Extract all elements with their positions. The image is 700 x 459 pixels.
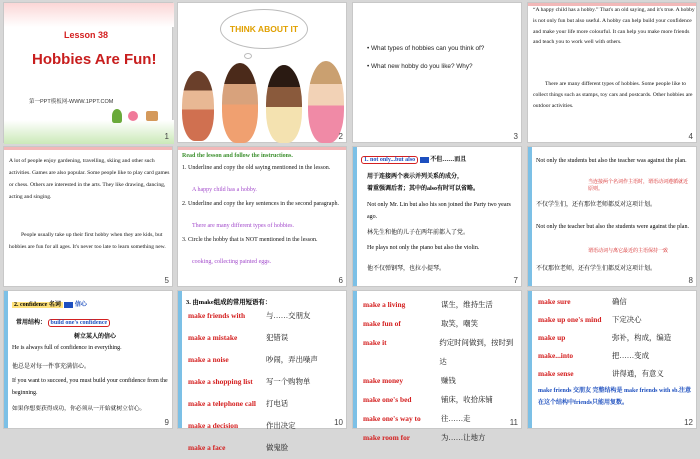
answer-2: There are many different types of hobbies. bbox=[192, 223, 295, 229]
child-4-icon bbox=[308, 61, 344, 143]
phrase-row: make...into 把……变成 bbox=[538, 351, 649, 360]
slide-5[interactable] bbox=[3, 146, 173, 287]
side-bar bbox=[353, 291, 357, 428]
slide-number: 4 bbox=[688, 132, 693, 141]
phrase-list bbox=[538, 293, 694, 383]
answer-3: cooking, collecting painted eggs. bbox=[192, 259, 272, 265]
topic-phrase: 1. not only...but also bbox=[361, 156, 418, 164]
phrase-row: make a noise 吵闹，弄出噪声 bbox=[188, 355, 318, 364]
top-wave bbox=[4, 3, 174, 27]
slide-8[interactable] bbox=[527, 146, 697, 287]
topic-row bbox=[361, 154, 466, 164]
footnote: make friends 交朋友 完整结构是 make friends with sb.注意在这个结构中friends只能用复数。 bbox=[538, 388, 692, 406]
slide-1[interactable] bbox=[3, 2, 173, 143]
note-2: 谓语动词与离它最近的主语保持一致 bbox=[588, 249, 669, 254]
phrase-row: make friends with 与……交朋友 bbox=[188, 311, 311, 320]
top-bar bbox=[178, 147, 346, 150]
slide-7[interactable] bbox=[352, 146, 522, 287]
slide-number: 11 bbox=[509, 418, 518, 427]
phrase-list bbox=[188, 305, 344, 437]
instructions-heading: Read the lesson and follow the instructions. bbox=[182, 153, 293, 159]
example-1: Not only Mr. Lin but also his son joined the Party two years ago. bbox=[367, 202, 511, 220]
instruction-2: 2. Underline and copy the key sentences in the second paragraph. bbox=[182, 201, 339, 207]
usage-meaning: 树立某人的信心 bbox=[74, 334, 117, 340]
phrase-row: make a shopping list 写一个购物单 bbox=[188, 377, 311, 386]
phrase-list bbox=[363, 295, 519, 447]
paragraph-1: “A happy child has a hobby.” That's an old saying, and it's true. A hobby is not only fun but also useful. A hobby can help build your confidence and make your life more colourful. It can help you make more friends and teach you to work well with others. bbox=[533, 7, 695, 46]
example-1-translation: 他总是对每一件事充满信心。 bbox=[12, 364, 91, 370]
topic-meaning: 不但……而且 bbox=[430, 157, 467, 163]
slide-3[interactable] bbox=[352, 2, 522, 143]
phrase-row: make up 弥补，构成，编造 bbox=[538, 333, 672, 342]
bottom-grass bbox=[4, 120, 174, 144]
slide-9[interactable] bbox=[3, 290, 173, 429]
side-bar bbox=[178, 291, 182, 428]
slide-4[interactable] bbox=[527, 2, 697, 143]
slide-10[interactable] bbox=[177, 290, 347, 452]
child-2-icon bbox=[222, 63, 258, 143]
slide-number: 10 bbox=[334, 418, 343, 427]
example-2-translation: 他不仅弹钢琴，也拉小提琴。 bbox=[367, 266, 446, 272]
phrase-row: make up one's mind 下定决心 bbox=[538, 315, 642, 324]
arrow-icon bbox=[420, 157, 429, 163]
slide-number: 9 bbox=[164, 418, 169, 427]
topic-phrase: 2. confidence 名词 bbox=[14, 302, 61, 308]
phrase-row: make sure 确信 bbox=[538, 297, 627, 306]
phrase-row: make a mistake 犯错误 bbox=[188, 333, 289, 342]
example-1: Not only the students but also the teacher was against the plan. bbox=[536, 158, 687, 164]
lesson-label: Lesson 38 bbox=[64, 30, 109, 40]
plant-icon bbox=[112, 109, 122, 123]
side-bar bbox=[528, 147, 532, 286]
topic-row bbox=[12, 299, 87, 308]
usage-label: 常用结构： bbox=[16, 320, 47, 326]
phrases-heading: 3. 由make组成的常用短语有： bbox=[186, 299, 272, 306]
usage-row bbox=[16, 317, 110, 327]
phrase-row: make a telephone call 打电话 bbox=[188, 399, 289, 408]
side-bar bbox=[353, 147, 357, 286]
usage-line-1: 用于连接两个表示并列关系的成分， bbox=[367, 174, 464, 180]
slide-number: 6 bbox=[338, 276, 343, 285]
flower-icon bbox=[128, 111, 138, 121]
question-2: • What new hobby do you like? Why? bbox=[367, 63, 473, 70]
example-2-translation: 如果你想要获得成功，你必须从一开始就树立信心。 bbox=[12, 406, 146, 412]
paragraph-2: People usually take up their first hobby when they are kids, but hobbies are fun for all ages. It's never too late to learn something new. bbox=[9, 232, 166, 250]
slide-11[interactable] bbox=[352, 290, 522, 442]
example-1: He is always full of confidence in everything. bbox=[12, 345, 122, 351]
phrase-row: make a face 做鬼脸 bbox=[188, 443, 289, 452]
slide-6[interactable] bbox=[177, 146, 347, 287]
paragraph-1: A lot of people enjoy gardening, travelling, skiing and other such activities. Games are also popular. Some people like to play card games or chess. Others are interested in the arts. They like drawing, dancing, acting and singing. bbox=[9, 158, 170, 200]
answer-1: A happy child has a hobby. bbox=[192, 187, 257, 193]
slide-number: 1 bbox=[164, 132, 169, 141]
example-1-translation: 不仅学生们，还有那位老师都反对这项计划。 bbox=[536, 202, 657, 208]
side-bar bbox=[528, 291, 532, 428]
paragraph-2: There are many different types of hobbies. Some people like to collect things such as stamps, toy cars and postcards. Other hobbies are outdoor activities. bbox=[533, 81, 693, 109]
phrase-row: make it 约定时间做到，按时到达 bbox=[363, 338, 514, 366]
phrase-row: make one's way to 往……走 bbox=[363, 414, 471, 423]
phrase-row: make a living 谋生，维持生活 bbox=[363, 300, 493, 309]
phrase-row: make fun of 取笑，嘲笑 bbox=[363, 319, 478, 328]
slide-number: 3 bbox=[513, 132, 518, 141]
slide-number: 12 bbox=[684, 418, 693, 427]
phrase-row: make money 赚钱 bbox=[363, 376, 456, 385]
child-1-icon bbox=[182, 71, 214, 141]
top-bar bbox=[4, 147, 172, 150]
thought-bubble bbox=[220, 9, 308, 49]
example-2-translation: 不仅那位老师，还有学生们都反对这项计划。 bbox=[536, 266, 657, 272]
slide-2[interactable] bbox=[177, 2, 347, 143]
pot-icon bbox=[146, 111, 158, 121]
instruction-3: 3. Circle the hobby that is NOT mentioned in the lesson. bbox=[182, 237, 318, 243]
example-2: If you want to succeed, you must build your confidence from the beginning. bbox=[12, 378, 168, 396]
bubble-dot bbox=[244, 53, 252, 59]
bubble-text: THINK ABOUT IT bbox=[229, 24, 299, 34]
instruction-1: 1. Underline and copy the old saying mentioned in the lesson. bbox=[182, 165, 331, 171]
note-1: 当连接两个名词作主语时，谓语动词遵循就近原则。 bbox=[588, 180, 689, 192]
example-2: Not only the teacher but also the students were against the plan. bbox=[536, 224, 689, 230]
usage-line-2: 着重强调后者；其中的also有时可以省略。 bbox=[367, 186, 480, 192]
phrase-row: make a decision 作出决定 bbox=[188, 421, 296, 430]
example-2: He plays not only the piano but also the violin. bbox=[367, 245, 480, 251]
phrase-row: make room for 为……让地方 bbox=[363, 433, 486, 442]
phrase-row: make sense 讲得通，有意义 bbox=[538, 369, 664, 378]
arrow-icon bbox=[64, 302, 73, 308]
question-1: • What types of hobbies can you think of? bbox=[367, 45, 485, 52]
site-label: 第一PPT模板网-WWW.1PPT.COM bbox=[29, 99, 114, 105]
usage-phrase: build one's confidence bbox=[48, 319, 111, 327]
example-1-translation: 林先生和他的儿子在两年前都入了党。 bbox=[367, 230, 470, 236]
child-3-icon bbox=[266, 65, 302, 143]
slide-12[interactable] bbox=[527, 290, 697, 429]
side-bar bbox=[4, 291, 8, 428]
topic-meaning: 信心 bbox=[74, 302, 87, 308]
slide-number: 5 bbox=[164, 276, 169, 285]
phrase-row: make one's bed 铺床，收拾床铺 bbox=[363, 395, 493, 404]
slide-title: Hobbies Are Fun! bbox=[32, 51, 157, 68]
slide-number: 7 bbox=[513, 276, 518, 285]
slide-number: 8 bbox=[688, 276, 693, 285]
slide-number: 2 bbox=[338, 132, 343, 141]
